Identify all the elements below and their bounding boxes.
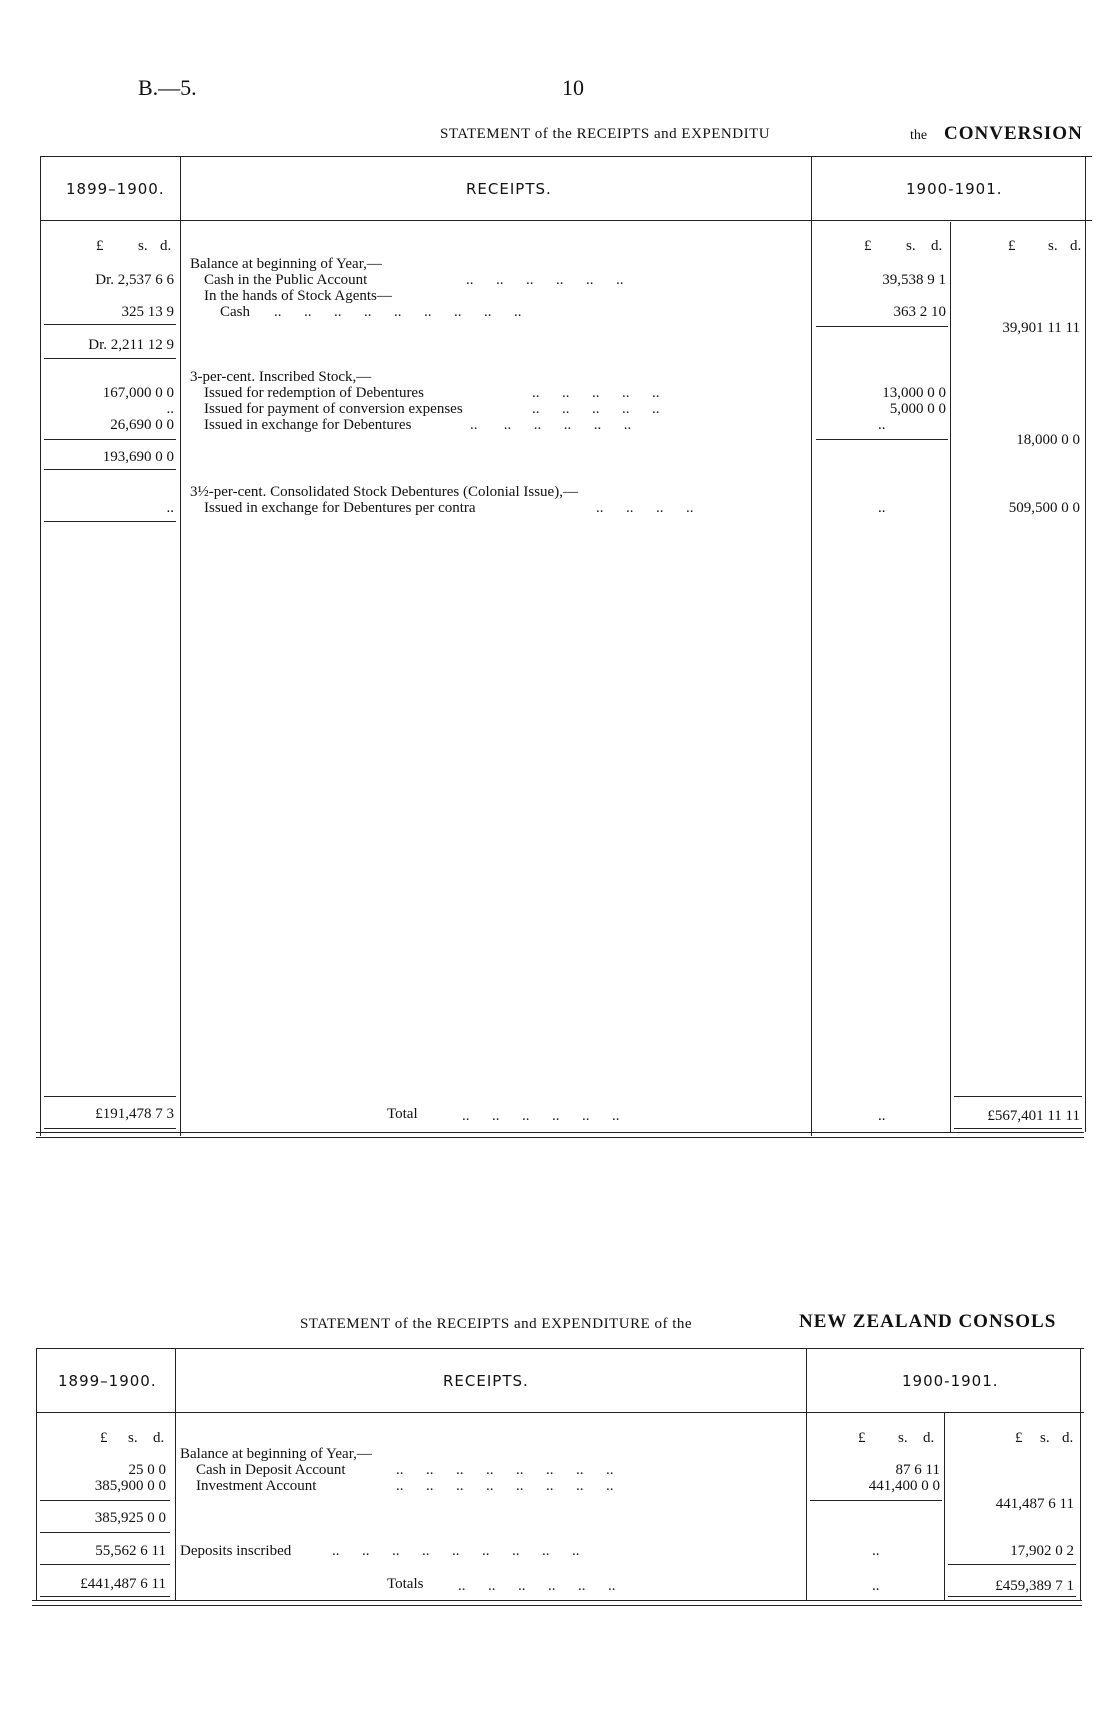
item-deposit: Cash in Deposit Account	[196, 1462, 346, 1478]
prev-inscribed-total: 193,690 0 0	[102, 449, 174, 465]
curr-cash-agents: 363 2 10	[893, 304, 946, 320]
unit-pound: £	[100, 1430, 108, 1446]
section-title-name: CONVERSION	[944, 123, 1083, 144]
prev-cash-agents: 325 13 9	[121, 304, 174, 320]
item-cash-public: Cash in the Public Account	[204, 272, 368, 288]
curr-inscribed-total: 18,000 0 0	[1016, 432, 1080, 448]
curr-total: £567,401 11 11	[987, 1108, 1080, 1124]
section-title: STATEMENT of the RECEIPTS and EXPENDITU	[440, 126, 771, 142]
curr-redemption: 13,000 0 0	[882, 385, 946, 401]
item-deposits-inscribed: Deposits inscribed	[180, 1543, 292, 1559]
unit-pound: £	[1008, 238, 1016, 254]
item-balance: Balance at beginning of Year,—	[180, 1446, 372, 1462]
curr-balance-total: 39,901 11 11	[1002, 320, 1080, 336]
unit-s: s.	[906, 238, 916, 254]
curr-deposit: 87 6 11	[895, 1462, 940, 1478]
unit-d: d.	[1070, 238, 1082, 254]
unit-s: s.	[128, 1430, 138, 1446]
prev-balance-total: Dr. 2,211 12 9	[88, 337, 174, 353]
header-1899-1900: 1899–1900.	[66, 180, 165, 198]
prev-conversion-exp: ..	[166, 401, 174, 417]
prev-cash-public: Dr. 2,537 6 6	[95, 272, 174, 288]
prev-deposit: 25 0 0	[128, 1462, 166, 1478]
prev-investment: 385,900 0 0	[94, 1478, 166, 1494]
unit-d: d.	[153, 1430, 165, 1446]
item-exchange: Issued in exchange for Debentures	[204, 417, 412, 433]
curr-inscribed: 17,902 0 2	[1010, 1543, 1074, 1559]
unit-s: s.	[138, 238, 148, 254]
prev-exchange: 26,690 0 0	[110, 417, 174, 433]
unit-s: s.	[898, 1430, 908, 1446]
unit-pound: £	[1015, 1430, 1023, 1446]
curr-consolidated: ..	[878, 500, 886, 516]
unit-d: d.	[1062, 1430, 1074, 1446]
curr-consolidated-total: 509,500 0 0	[1008, 500, 1080, 516]
curr-totals: £459,389 7 1	[995, 1578, 1074, 1594]
unit-d: d.	[931, 238, 943, 254]
unit-pound: £	[858, 1430, 866, 1446]
curr-inscribed-inner: ..	[872, 1543, 880, 1559]
unit-pound: £	[864, 238, 872, 254]
section-title-of: the	[910, 128, 928, 143]
curr-conversion-exp: 5,000 0 0	[889, 401, 946, 417]
item-balance: Balance at beginning of Year,—	[190, 256, 382, 272]
prev-redemption: 167,000 0 0	[102, 385, 174, 401]
header-receipts: RECEIPTS.	[443, 1372, 529, 1390]
curr-balance-total: 441,487 6 11	[995, 1496, 1074, 1512]
header-receipts: RECEIPTS.	[466, 180, 552, 198]
item-conversion-expenses: Issued for payment of conversion expenses	[204, 401, 463, 417]
curr-cash-public: 39,538 9 1	[882, 272, 946, 288]
page-number: 10	[562, 75, 584, 100]
unit-pound: £	[96, 238, 104, 254]
unit-d: d.	[160, 238, 172, 254]
item-exchange-contra: Issued in exchange for Debentures per contra	[204, 500, 476, 516]
header-1899-1900: 1899–1900.	[58, 1372, 157, 1390]
prev-total: £191,478 7 3	[95, 1106, 174, 1122]
item-cash: Cash	[220, 304, 250, 320]
section-title-name: NEW ZEALAND CONSOLS	[799, 1311, 1057, 1332]
page-ref: B.—5.	[138, 75, 197, 100]
curr-total-inner: ..	[878, 1108, 886, 1124]
unit-s: s.	[1040, 1430, 1050, 1446]
item-redemption: Issued for redemption of Debentures	[204, 385, 424, 401]
unit-s: s.	[1048, 238, 1058, 254]
prev-totals: £441,487 6 11	[80, 1576, 166, 1592]
item-inscribed: 3-per-cent. Inscribed Stock,—	[190, 369, 372, 385]
item-consolidated: 3½-per-cent. Consolidated Stock Debentures (Colonial Issue),—	[190, 484, 578, 500]
curr-exchange: ..	[878, 417, 886, 433]
header-1900-1901: 1900-1901.	[902, 1372, 999, 1390]
curr-investment: 441,400 0 0	[868, 1478, 940, 1494]
prev-balance-total: 385,925 0 0	[94, 1510, 166, 1526]
item-total: Total	[387, 1106, 418, 1122]
item-investment: Investment Account	[196, 1478, 317, 1494]
prev-inscribed: 55,562 6 11	[95, 1543, 166, 1559]
header-1900-1901: 1900-1901.	[906, 180, 1003, 198]
prev-consolidated: ..	[166, 500, 174, 516]
section-title: STATEMENT of the RECEIPTS and EXPENDITURE of the	[300, 1316, 693, 1332]
curr-totals-inner: ..	[872, 1578, 880, 1594]
item-totals: Totals	[387, 1576, 424, 1592]
unit-d: d.	[923, 1430, 935, 1446]
item-stock-agents: In the hands of Stock Agents—	[204, 288, 392, 304]
